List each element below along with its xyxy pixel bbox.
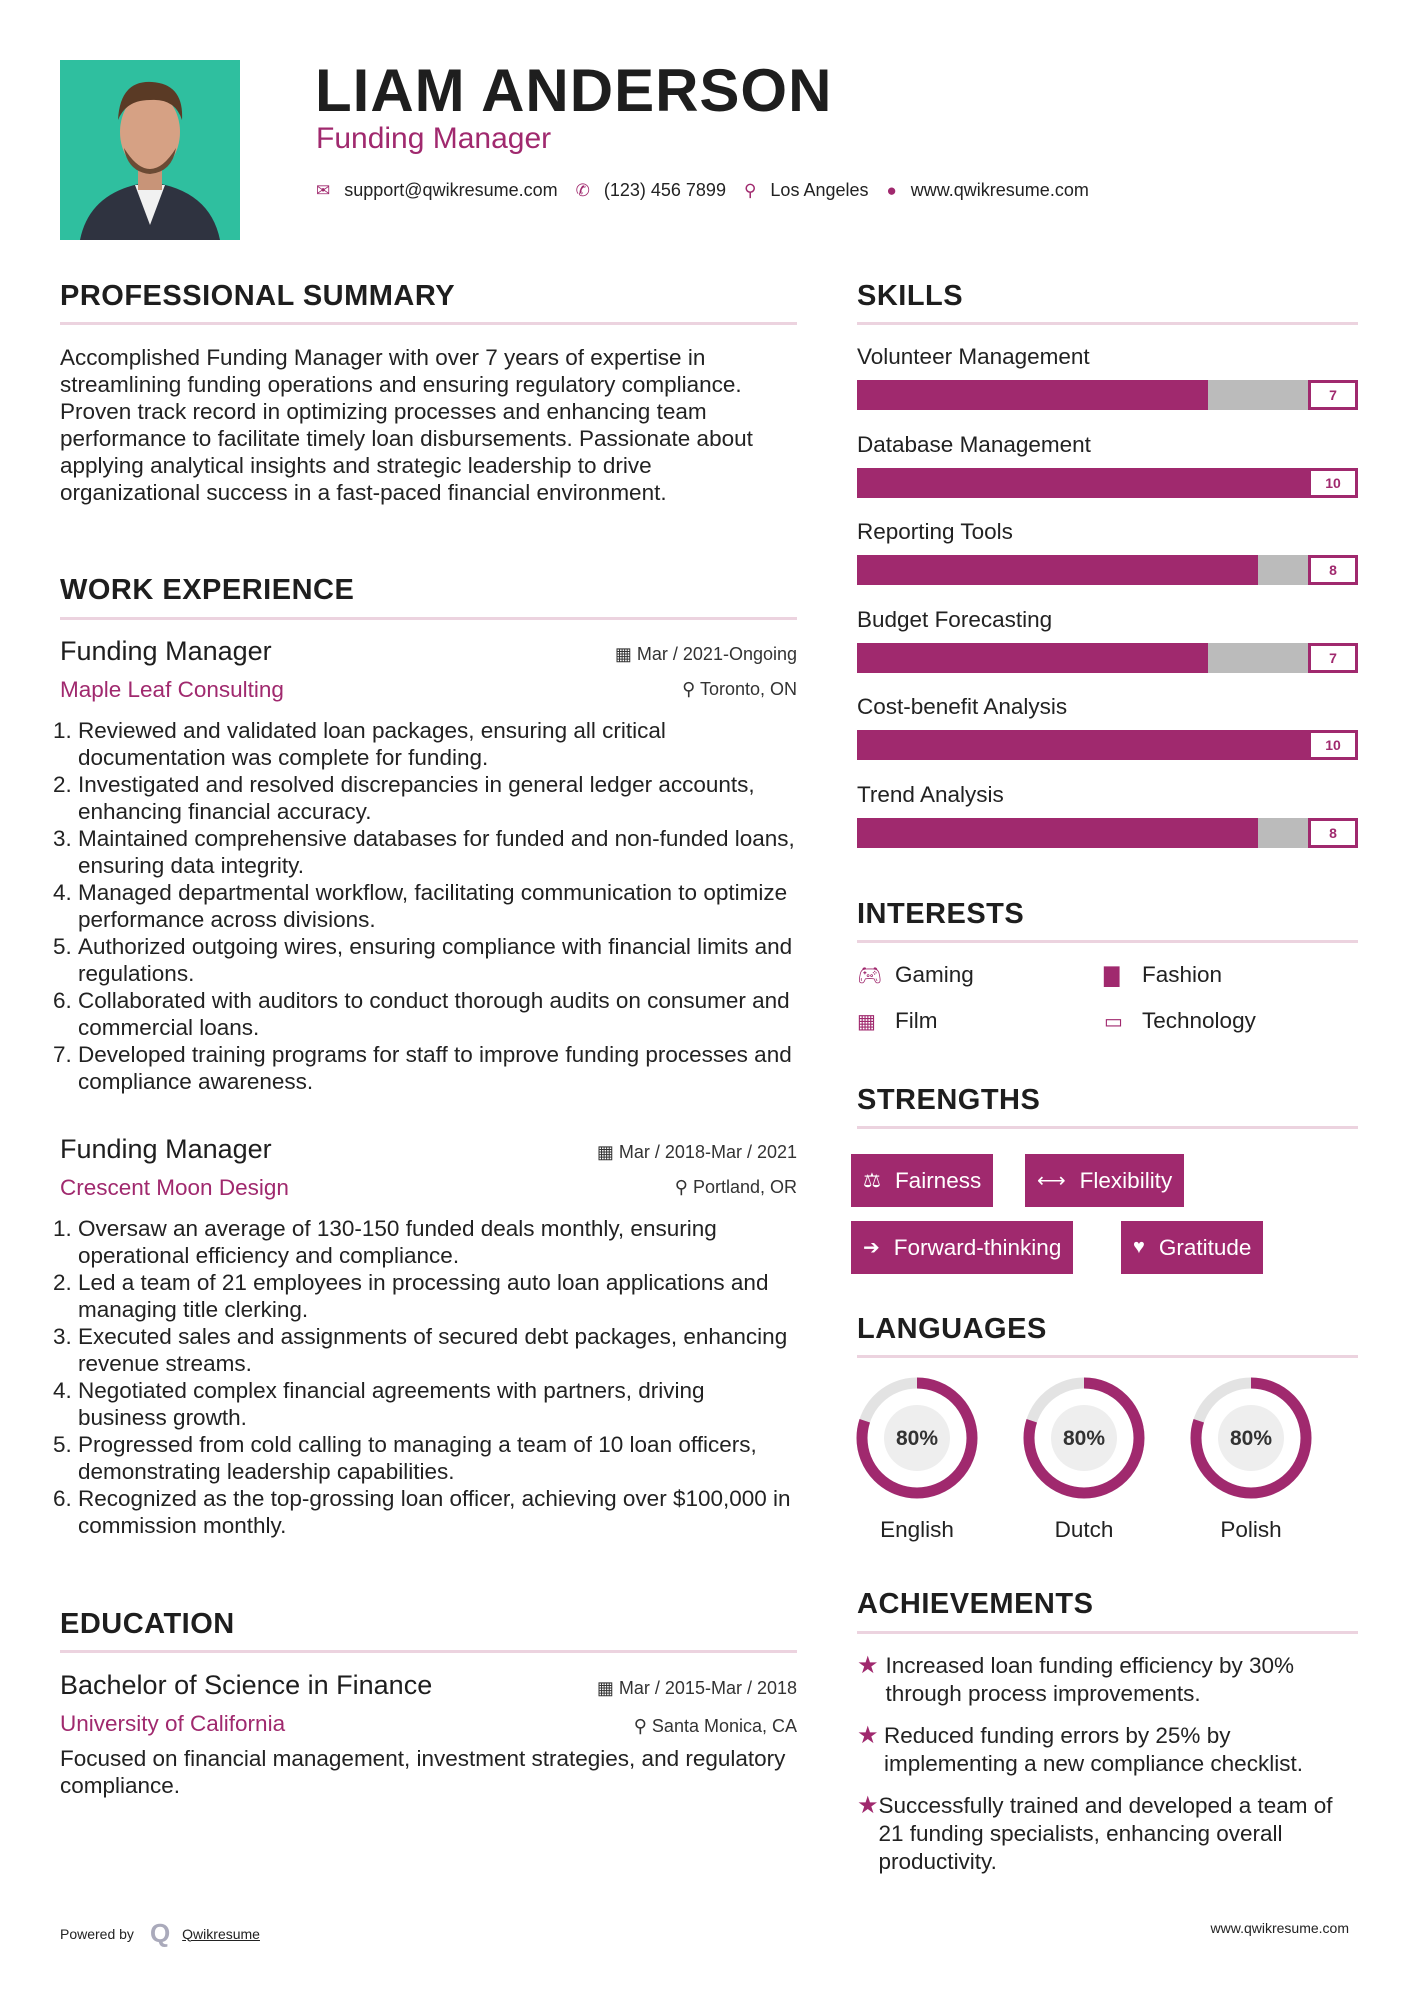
balance-scale-icon: ⚖	[863, 1170, 881, 1192]
footer-website[interactable]: www.qwikresume.com	[1210, 1920, 1349, 1936]
divider	[60, 617, 797, 620]
divider	[60, 322, 797, 325]
skill-item	[857, 344, 1358, 403]
achievement-item	[857, 1652, 1337, 1708]
arrows-h-icon: ⟷	[1037, 1170, 1066, 1192]
skill-bar-fill	[857, 380, 1208, 410]
degree: Bachelor of Science in Finance	[60, 1670, 433, 1700]
skill-level: 7	[1308, 380, 1358, 410]
skill-bar-fill	[857, 555, 1258, 585]
footer-powered	[60, 1918, 260, 1949]
language-ring	[1189, 1376, 1313, 1500]
strength-badge	[851, 1154, 993, 1207]
job-title: Funding Manager	[60, 1134, 272, 1164]
company-name: Maple Leaf Consulting	[60, 677, 284, 702]
job-entry	[60, 636, 797, 1095]
arrow-right-icon: ➔	[863, 1237, 880, 1259]
school-name: University of California	[60, 1711, 286, 1736]
education-dates	[597, 1678, 797, 1699]
skills-heading: SKILLS	[857, 280, 964, 312]
interest-fashion	[1104, 962, 1222, 988]
location-text: Los Angeles	[770, 180, 869, 200]
location-text: Santa Monica, CA	[651, 1716, 797, 1736]
education-description: Focused on financial management, investment strategies, and regulatory compliance.	[60, 1746, 786, 1798]
brand-link[interactable]: Qwikresume	[182, 1925, 260, 1942]
achievements-heading: ACHIEVEMENTS	[857, 1588, 1094, 1620]
skill-bar-fill	[857, 730, 1358, 760]
list-item: 1. Reviewed and validated loan packages, ensuring all critical documentation was complete for funding.	[78, 717, 797, 771]
strength-badge	[1121, 1221, 1263, 1274]
qwikresume-logo-icon: Q	[149, 1918, 171, 1948]
job-dates	[597, 1142, 797, 1163]
strength-label: Forward-thinking	[893, 1234, 1062, 1260]
list-item: 4. Negotiated complex financial agreements with partners, driving business growth.	[78, 1377, 797, 1431]
list-item: 6. Collaborated with auditors to conduct thorough audits on consumer and commercial loans.	[78, 987, 797, 1041]
experience-heading: WORK EXPERIENCE	[60, 574, 355, 606]
languages-heading: LANGUAGES	[857, 1313, 1047, 1345]
contact-info	[316, 180, 1107, 201]
strength-label: Fairness	[894, 1167, 982, 1193]
summary-text: Accomplished Funding Manager with over 7 years of expertise in streamlining funding operations and ensuring regulatory compliance. Proven track record in optimizing processes and enhancing team performance to facilitate timely loan disbursements. Passionate about applying analytical insights and strategic leadership to drive organizational success in a fast-paced financial environment.	[60, 345, 753, 505]
language-percent: 80%	[895, 1427, 939, 1450]
heart-icon: ♥	[1133, 1236, 1145, 1258]
gamepad-icon: 🎮︎	[857, 964, 883, 987]
language-item	[1189, 1376, 1313, 1543]
dates-text: Mar / 2015-Mar / 2018	[618, 1678, 797, 1698]
skill-bar	[857, 818, 1358, 848]
strength-badge	[851, 1221, 1073, 1274]
website-link[interactable]: www.qwikresume.com	[910, 180, 1089, 200]
achievement-item	[857, 1722, 1337, 1778]
list-item: 3. Maintained comprehensive databases for funded and non-funded loans, ensuring data integrity.	[78, 825, 797, 879]
language-name: English	[880, 1517, 954, 1542]
job-dates	[615, 644, 797, 665]
pin-icon: ⚲	[682, 679, 700, 699]
list-item: 4. Managed departmental workflow, facilitating communication to optimize performance across divisions.	[78, 879, 797, 933]
interest-technology	[1104, 1008, 1256, 1034]
interest-label: Fashion	[1142, 962, 1223, 987]
skill-bar-fill	[857, 818, 1258, 848]
list-item: 5. Authorized outgoing wires, ensuring compliance with financial limits and regulations.	[78, 933, 797, 987]
skill-item	[857, 781, 1358, 841]
map-marker-icon: ⚲	[743, 180, 757, 200]
skill-name: Trend Analysis	[857, 781, 1004, 807]
pin-icon: ⚲	[674, 1177, 693, 1197]
skill-level: 10	[1308, 468, 1358, 498]
calendar-icon: ▦	[596, 1678, 619, 1698]
skill-name: Database Management	[857, 431, 1091, 457]
divider	[857, 940, 1358, 943]
skill-bar	[857, 468, 1358, 498]
skill-level: 7	[1308, 643, 1358, 673]
strengths-heading: STRENGTHS	[857, 1084, 1041, 1116]
list-item: 6. Recognized as the top-grossing loan officer, achieving over $100,000 in commission monthly.	[78, 1485, 797, 1539]
list-item: 5. Progressed from cold calling to managing a team of 10 loan officers, demonstrating leadership capabilities.	[78, 1431, 797, 1485]
skill-bar	[857, 380, 1358, 410]
achievement-text: Successfully trained and developed a team of 21 funding specialists, enhancing overall productivity.	[878, 1793, 1333, 1874]
strength-badge	[1025, 1154, 1184, 1207]
language-name: Dutch	[1054, 1517, 1114, 1542]
star-icon: ★	[857, 1792, 879, 1819]
job-bullets	[60, 717, 797, 1095]
location-text: Portland, OR	[692, 1177, 797, 1197]
divider	[60, 1650, 797, 1653]
skill-level: 8	[1308, 555, 1358, 585]
skill-bar-fill	[857, 643, 1208, 673]
achievement-text: Reduced funding errors by 25% by implementing a new compliance checklist.	[884, 1723, 1303, 1776]
job-title: Funding Manager	[60, 636, 272, 666]
interest-gaming	[857, 962, 974, 988]
candidate-name: LIAM ANDERSON	[315, 57, 833, 124]
globe-icon: ●	[886, 180, 897, 200]
company-name: Crescent Moon Design	[60, 1175, 289, 1200]
strength-label: Flexibility	[1079, 1167, 1173, 1193]
language-item	[855, 1376, 979, 1543]
skill-bar-fill	[857, 468, 1358, 498]
candidate-title: Funding Manager	[316, 122, 552, 155]
calendar-icon: ▦	[596, 1142, 619, 1162]
achievements-list	[857, 1652, 1337, 1876]
list-item: 1. Oversaw an average of 130-150 funded deals monthly, ensuring operational efficiency and compliance.	[78, 1215, 797, 1269]
dates-text: Mar / 2018-Mar / 2021	[618, 1142, 797, 1162]
achievement-text: Increased loan funding efficiency by 30% through process improvements.	[885, 1653, 1295, 1706]
list-item: 2. Led a team of 21 employees in processing auto loan applications and managing title clerking.	[78, 1269, 797, 1323]
calendar-icon: ▦	[614, 644, 637, 664]
dates-text: Mar / 2021-Ongoing	[636, 644, 797, 664]
skill-item	[857, 606, 1358, 666]
divider	[857, 1631, 1358, 1634]
skill-item	[857, 519, 1358, 578]
star-icon: ★	[857, 1652, 879, 1679]
education-location	[634, 1716, 797, 1737]
skill-name: Cost-benefit Analysis	[857, 694, 1068, 719]
skill-name: Volunteer Management	[857, 344, 1090, 369]
job-bullets	[60, 1215, 797, 1539]
divider	[857, 1355, 1358, 1358]
strength-label: Gratitude	[1158, 1234, 1252, 1260]
summary-heading: PROFESSIONAL SUMMARY	[60, 280, 456, 312]
list-item: 7. Developed training programs for staff to improve funding processes and compliance awareness.	[78, 1041, 797, 1095]
job-location	[682, 679, 797, 700]
language-ring	[1022, 1376, 1146, 1500]
skill-level: 8	[1308, 818, 1358, 848]
phone-text: (123) 456 7899	[603, 180, 726, 200]
email-link[interactable]: support@qwikresume.com	[344, 180, 558, 200]
job-entry	[60, 1134, 797, 1539]
star-icon: ★	[857, 1722, 879, 1749]
pin-icon: ⚲	[633, 1716, 652, 1736]
phone-icon: ✆	[575, 180, 590, 200]
laptop-icon: ▭	[1104, 1010, 1123, 1033]
skill-bar	[857, 643, 1358, 673]
skill-item	[857, 694, 1358, 753]
achievement-item	[857, 1792, 1337, 1876]
film-icon: ▦	[857, 1010, 876, 1033]
profile-photo	[60, 60, 240, 240]
powered-by-text: Powered by	[60, 1925, 134, 1942]
interest-label: Technology	[1142, 1008, 1256, 1033]
skill-item	[857, 431, 1358, 491]
divider	[857, 1126, 1358, 1129]
skill-level: 10	[1308, 730, 1358, 760]
divider	[857, 322, 1358, 325]
language-ring	[855, 1376, 979, 1500]
skill-name: Budget Forecasting	[857, 606, 1053, 632]
skill-name: Reporting Tools	[857, 519, 1013, 544]
language-percent: 80%	[1062, 1427, 1106, 1450]
interest-film	[857, 1008, 937, 1034]
interests-heading: INTERESTS	[857, 898, 1025, 930]
language-item	[1022, 1376, 1146, 1543]
education-heading: EDUCATION	[60, 1608, 235, 1640]
education-entry	[60, 1670, 797, 1799]
list-item: 2. Investigated and resolved discrepancies in general ledger accounts, enhancing financial accuracy.	[78, 771, 797, 825]
location-text: Toronto, ON	[699, 679, 797, 699]
list-item: 3. Executed sales and assignments of secured debt packages, enhancing revenue streams.	[78, 1323, 797, 1377]
shopping-bag-icon: ▇	[1104, 964, 1120, 987]
envelope-icon: ✉	[316, 180, 331, 200]
interest-label: Gaming	[895, 962, 974, 987]
language-percent: 80%	[1229, 1427, 1273, 1450]
skill-bar	[857, 555, 1358, 585]
interest-label: Film	[895, 1008, 938, 1033]
job-location	[675, 1177, 797, 1198]
skill-bar	[857, 730, 1358, 760]
language-name: Polish	[1220, 1517, 1282, 1542]
